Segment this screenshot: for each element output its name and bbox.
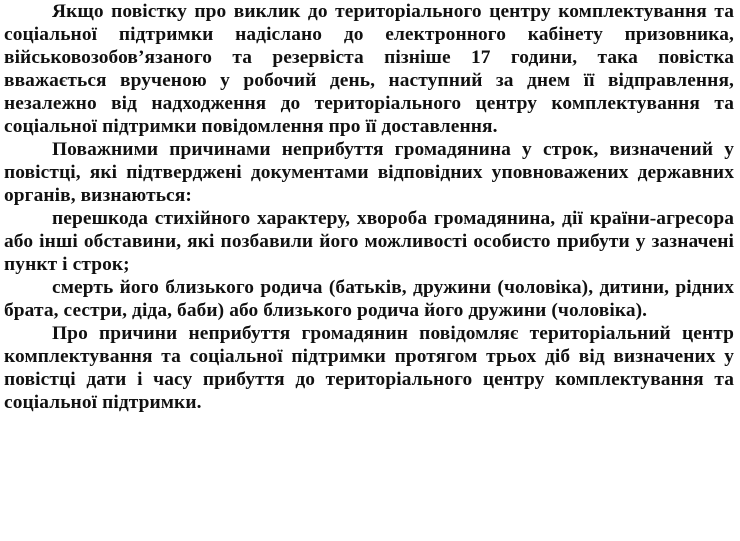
paragraph-valid-reasons: Поважними причинами неприбуття громадянина у строк, визначений у повістці, які підтверджені документами відповідних уповноважених державних органів, визнаються: (4, 139, 734, 206)
paragraph-reason-relative-death: смерть його близького родича (батьків, дружини (чоловіка), дитини, рідних брата, сестри, діда, баби) або близького родича його дружини (чоловіка). (4, 277, 734, 321)
paragraph-notification-duty: Про причини неприбуття громадянин повідомляє територіальний центр комплектування та соціальної підтримки протягом трьох діб від визначених у повістці дати і часу прибуття до територіального центру комплектування та соціальної підтримки. (4, 323, 734, 413)
paragraph-electronic-cabinet-summons: Якщо повістку про виклик до територіального центру комплектування та соціальної підтримки надіслано до електронного кабінету призовника, військовозобов’язаного та резервіста пізніше 17 години, така повістка вважається врученою у робочий день, наступний за днем її відправлення, незалежно від надходження до територіального центру комплектування та соціальної підтримки повідомлення про її доставлення. (4, 1, 734, 137)
paragraph-reason-natural-disaster: перешкода стихійного характеру, хвороба громадянина, дії країни-агресора або інші обставини, які позбавили його можливості особисто прибути у зазначені пункт і строк; (4, 208, 734, 275)
